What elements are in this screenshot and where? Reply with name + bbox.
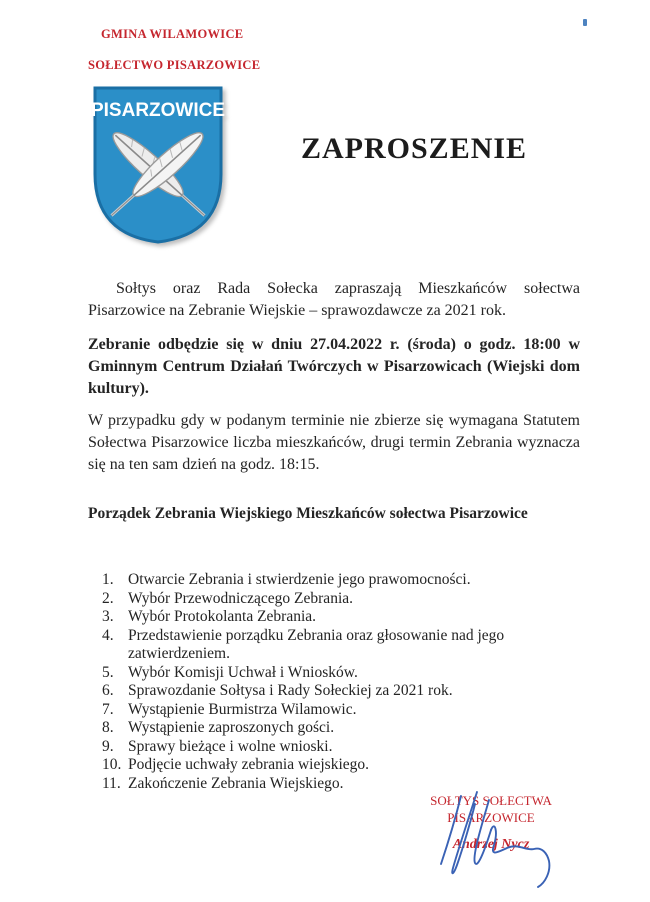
agenda-item-text: Wystąpienie zaproszonych gości. [128,719,335,736]
agenda-item-number: 5. [102,663,114,681]
shield-icon [88,82,228,248]
intro-paragraph: Sołtys oraz Rada Sołecka zapraszają Mieszkańców sołectwa Pisarzowice na Zebranie Wiejskie – sprawozdawcze za 2021 rok. [88,280,580,319]
second-term-paragraph: W przypadku gdy w podanym terminie nie zbierze się wymagana Statutem Sołectwa Pisarzowice liczba mieszkańców, drugi termin Zebrania wyznacza się na ten sam dzień na godz. 18:15. [88,412,580,473]
agenda-item-number: 9. [102,737,114,755]
pisarzowice-crest [88,82,228,248]
document-title: ZAPROSZENIE [301,132,528,165]
agenda-item [88,738,580,757]
agenda-item [88,664,580,683]
agenda-list [88,571,580,793]
signatory-title-line2: PISARZOWICE [447,809,535,825]
agenda-item-number: 8. [102,719,114,736]
scan-artifact-dot [583,19,587,26]
agenda-item [88,571,580,590]
agenda-item-text: Wybór Przewodniczącego Zebrania. [128,589,353,607]
agenda-item-number: 3. [102,608,114,625]
agenda-item-number: 11. [102,774,121,792]
agenda-item [88,775,580,794]
crest-label: PISARZOWICE [90,100,226,121]
agenda-heading: Porządek Zebrania Wiejskiego Mieszkańców sołectwa Pisarzowice [88,505,528,522]
agenda-item [88,756,580,775]
agenda-item [88,701,580,720]
signature-block [406,793,576,854]
agenda-item [88,627,580,664]
agenda-item-text: Sprawozdanie Sołtysa i Rady Sołeckiej za 2021 rok. [128,682,453,699]
agenda-item-text: Otwarcie Zebrania i stwierdzenie jego prawomocności. [128,571,471,588]
agenda-item-text: Podjęcie uchwały zebrania wiejskiego. [128,756,370,773]
signatory-title-line1: SOŁTYS SOŁECTWA [430,793,552,808]
agenda-item-number: 2. [102,589,114,607]
agenda-item-number: 7. [102,700,114,718]
village-council-name: SOŁECTWO PISARZOWICE [88,58,261,72]
document-body [88,278,580,793]
agenda-item-text: Zakończenie Zebrania Wiejskiego. [128,774,344,792]
agenda-item-number: 1. [102,571,114,588]
agenda-item-text: Wybór Komisji Uchwał i Wniosków. [128,663,358,681]
agenda-item-text: Przedstawienie porządku Zebrania oraz głosowanie nad jego zatwierdzeniem. [128,626,505,662]
meeting-details-paragraph: Zebranie odbędzie się w dniu 27.04.2022 r. (środa) o godz. 18:00 w Gminnym Centrum Działań Twórczych w Pisarzowicach (Wiejski dom kultury). [88,336,580,397]
agenda-item-number: 10. [102,756,122,773]
organization-name: GMINA WILAMOWICE [101,27,244,41]
agenda-item-number: 6. [102,682,114,699]
agenda-item-number: 4. [102,626,114,644]
agenda-item [88,682,580,701]
agenda-item [88,719,580,738]
agenda-item-text: Wystąpienie Burmistrza Wilamowic. [128,700,357,718]
agenda-item [88,590,580,609]
agenda-item-text: Wybór Protokolanta Zebrania. [128,608,317,625]
agenda-item [88,608,580,627]
signatory-name: Andrzej Nycz [452,837,530,852]
agenda-item-text: Sprawy bieżące i wolne wnioski. [128,737,333,755]
